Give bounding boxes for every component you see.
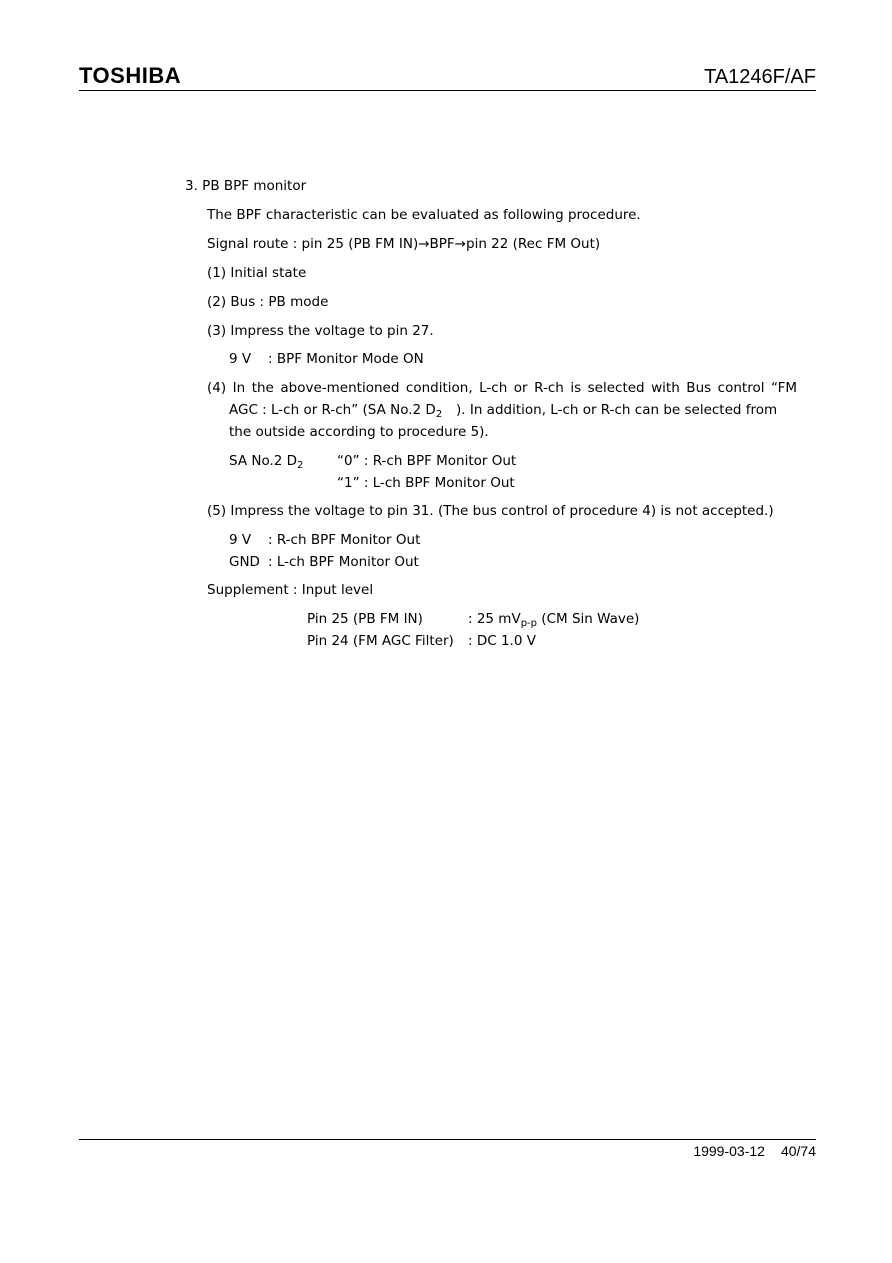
step-4-line-2b: ). In addition, L-ch or R-ch can be selected from [456,402,778,418]
page-number: 40/74 [780,1143,816,1159]
header-rule [79,90,816,91]
sa-label: SA No.2 $D_2$ [229,453,304,471]
supplement-heading: Supplement : Input level [207,582,374,598]
step-4-line-3: the outside according to procedure 5). [229,424,489,440]
step-5-gnd-description: : L-ch BPF Monitor Out [268,554,419,570]
step-1: (1) Initial state [207,265,307,281]
step-4-line-1: (4) In the above-mentioned condition, L-ch or R-ch is selected with Bus control “FM [207,380,797,396]
pin-24-label: Pin 24 (FM AGC Filter) [307,633,454,649]
pin-25-value: : 25 $mV_{p-p}$ (CM Sin Wave) [468,611,640,629]
step-5-9v-label: 9 V [229,532,252,548]
intro-text: The BPF characteristic can be evaluated as following procedure. [207,207,641,223]
step-3-description: : BPF Monitor Mode ON [268,351,424,367]
step-3-voltage: 9 V [229,351,252,367]
pin-25-label: Pin 25 (PB FM IN) [307,611,423,627]
sa-row-0: “0” : R-ch BPF Monitor Out [337,453,517,469]
step-5: (5) Impress the voltage to pin 31. (The bus control of procedure 4) is not accepted.) [207,503,774,519]
step-5-gnd-label: GND [229,554,260,570]
step-4-line-2a: AGC : L-ch or R-ch” (SA No.2 $D_2$ [229,402,443,420]
brand-logo: TOSHIBA [79,63,182,88]
step-2: (2) Bus : PB mode [207,294,329,310]
sa-row-1: “1” : L-ch BPF Monitor Out [337,475,515,491]
step-5-9v-description: : R-ch BPF Monitor Out [268,532,421,548]
section-title: 3. PB BPF monitor [185,178,307,194]
footer [693,1143,816,1159]
signal-route: Signal route : pin 25 (PB FM IN)→BPF→pin 22 (Rec FM Out) [207,236,601,252]
footer-date: 1999-03-12 [693,1143,765,1159]
pin-24-value: : DC 1.0 V [468,633,536,649]
part-number: TA1246F/AF [704,66,816,88]
footer-rule [79,1139,816,1140]
step-3: (3) Impress the voltage to pin 27. [207,323,434,339]
